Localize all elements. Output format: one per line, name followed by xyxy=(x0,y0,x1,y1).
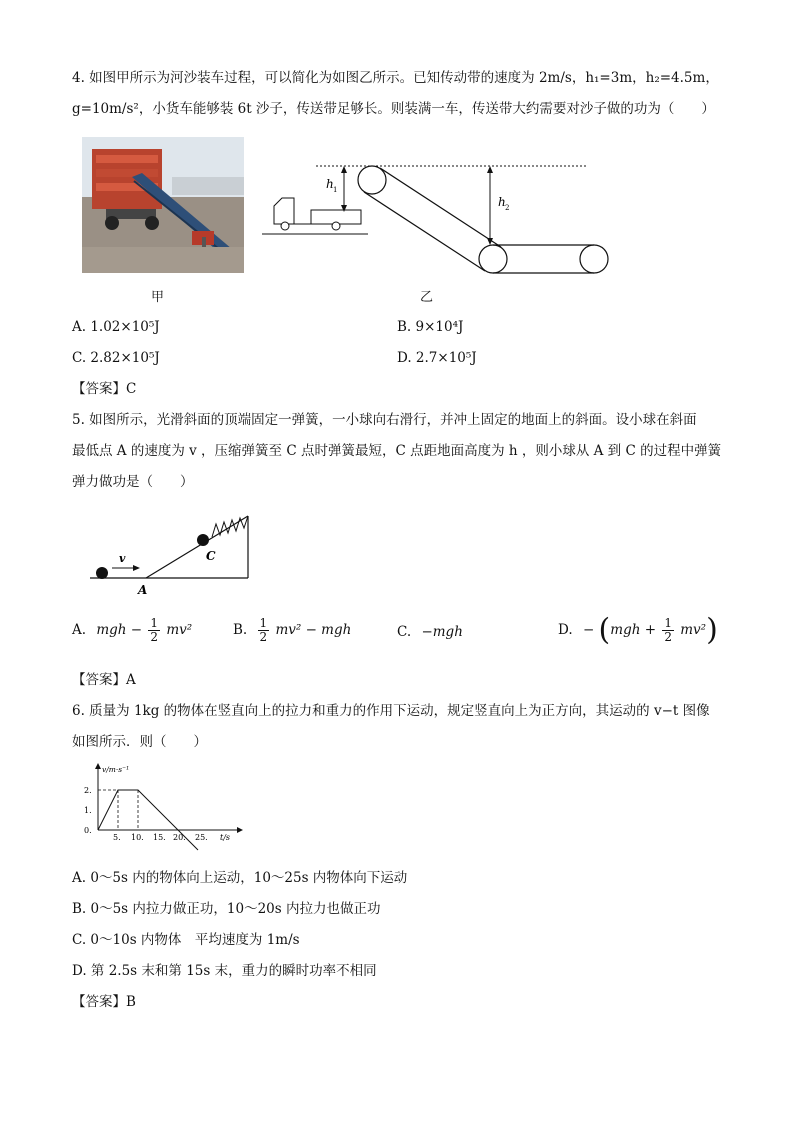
q6-ytick-2: 2. xyxy=(84,786,92,795)
q6-option-a: A. 0～5s 内的物体向上运动，10～25s 内物体向下运动 xyxy=(72,870,408,886)
q5-label-c: C xyxy=(206,549,216,563)
q6-stem-line1: 6. 质量为 1kg 的物体在竖直向上的拉力和重力的作用下运动，规定竖直向上为正方向，其运动的 v−t 图像 xyxy=(72,703,710,719)
q4-stem-line1: 4. 如图甲所示为河沙装车过程，可以简化为如图乙所示。已知传动带的速度为 2m/s，h₁=3m，h₂=4.5m， xyxy=(72,70,719,86)
q6-xtick-20: 20. xyxy=(173,833,186,842)
q5-option-b: B. $\frac{1}{2}$ mv² − mgh xyxy=(233,616,352,644)
q4-answer-value: C xyxy=(126,381,137,397)
q4-label-h2: h xyxy=(498,195,506,209)
q5-diagram-incline-spring xyxy=(88,500,278,600)
q6-xtick-5: 5. xyxy=(113,833,121,842)
q6-xtick-10: 10. xyxy=(131,833,144,842)
q5-option-c: C. −mgh xyxy=(397,624,463,640)
q4-label-h1: h xyxy=(326,177,334,191)
q4-option-d: D. 2.7×10⁵J xyxy=(397,350,477,366)
q6-ytick-1: 1. xyxy=(84,806,92,815)
svg-text:2: 2 xyxy=(505,204,510,212)
q5-answer-value: A xyxy=(126,672,136,688)
q5-stem-line1: 5. 如图所示，光滑斜面的顶端固定一弹簧，一小球向右滑行，并冲上固定的地面上的斜面。设小球在斜面 xyxy=(72,412,697,428)
q4-answer xyxy=(72,379,136,399)
q6-option-b: B. 0～5s 内拉力做正功，10～20s 内拉力也做正功 xyxy=(72,901,381,917)
q4-option-a: A. 1.02×10⁵J xyxy=(72,319,160,335)
q6-ytick-0: 0. xyxy=(84,826,92,835)
q5-ball-ground xyxy=(96,567,108,579)
q6-answer-value: B xyxy=(126,994,136,1010)
q4-caption-jia: 甲 xyxy=(151,290,165,305)
q6-stem-line2: 如图所示．则（ ） xyxy=(72,734,207,750)
q4-option-b: B. 9×10⁴J xyxy=(397,319,464,335)
q6-answer xyxy=(72,992,136,1012)
q5-answer xyxy=(72,670,136,690)
q4-photo-truck-loading xyxy=(82,137,244,273)
q4-stem-line2: g=10m/s²，小货车能够装 6t 沙子，传送带足够长。则装满一车，传送带大约需要对沙子做的功为（ ） xyxy=(72,101,715,117)
q6-x-label: t/s xyxy=(220,833,231,842)
q5-option-a: A. mgh − $\frac{1}{2}$ mv² xyxy=(72,616,193,644)
q5-label-v: v xyxy=(119,552,126,565)
q4-truck-shape xyxy=(262,198,368,234)
q4-option-c: C. 2.82×10⁵J xyxy=(72,350,160,366)
q6-y-label: v/m·s⁻¹ xyxy=(102,765,130,774)
q4-conveyor-belt xyxy=(358,166,608,273)
q4-diagram-conveyor xyxy=(260,156,620,286)
q6-option-d: D. 第 2.5s 末和第 15s 末，重力的瞬时功率不相同 xyxy=(72,963,377,979)
q5-answer-tag: 【答案】 xyxy=(72,672,126,688)
q5-label-a: A xyxy=(138,583,148,597)
q6-vt-graph xyxy=(80,760,260,860)
svg-text:1: 1 xyxy=(333,186,338,194)
q6-xtick-15: 15. xyxy=(153,833,166,842)
q6-xtick-25: 25. xyxy=(195,833,208,842)
q5-stem-line3: 弹力做功是（ ） xyxy=(72,474,194,490)
q4-answer-tag: 【答案】 xyxy=(72,381,126,397)
q6-answer-tag: 【答案】 xyxy=(72,994,126,1010)
q6-option-c: C. 0～10s 内物体 平均速度为 1m/s xyxy=(72,932,300,948)
q5-stem-line2: 最低点 A 的速度为 v ，压缩弹簧至 C 点时弹簧最短，C 点距地面高度为 h ，则小球从 A 到 C 的过程中弹簧 xyxy=(72,443,722,459)
q5-option-d: D. − (mgh + $\frac{1}{2}$ mv²) xyxy=(558,612,718,648)
q5-ball-c xyxy=(197,534,209,546)
q4-caption-yi: 乙 xyxy=(420,290,434,305)
